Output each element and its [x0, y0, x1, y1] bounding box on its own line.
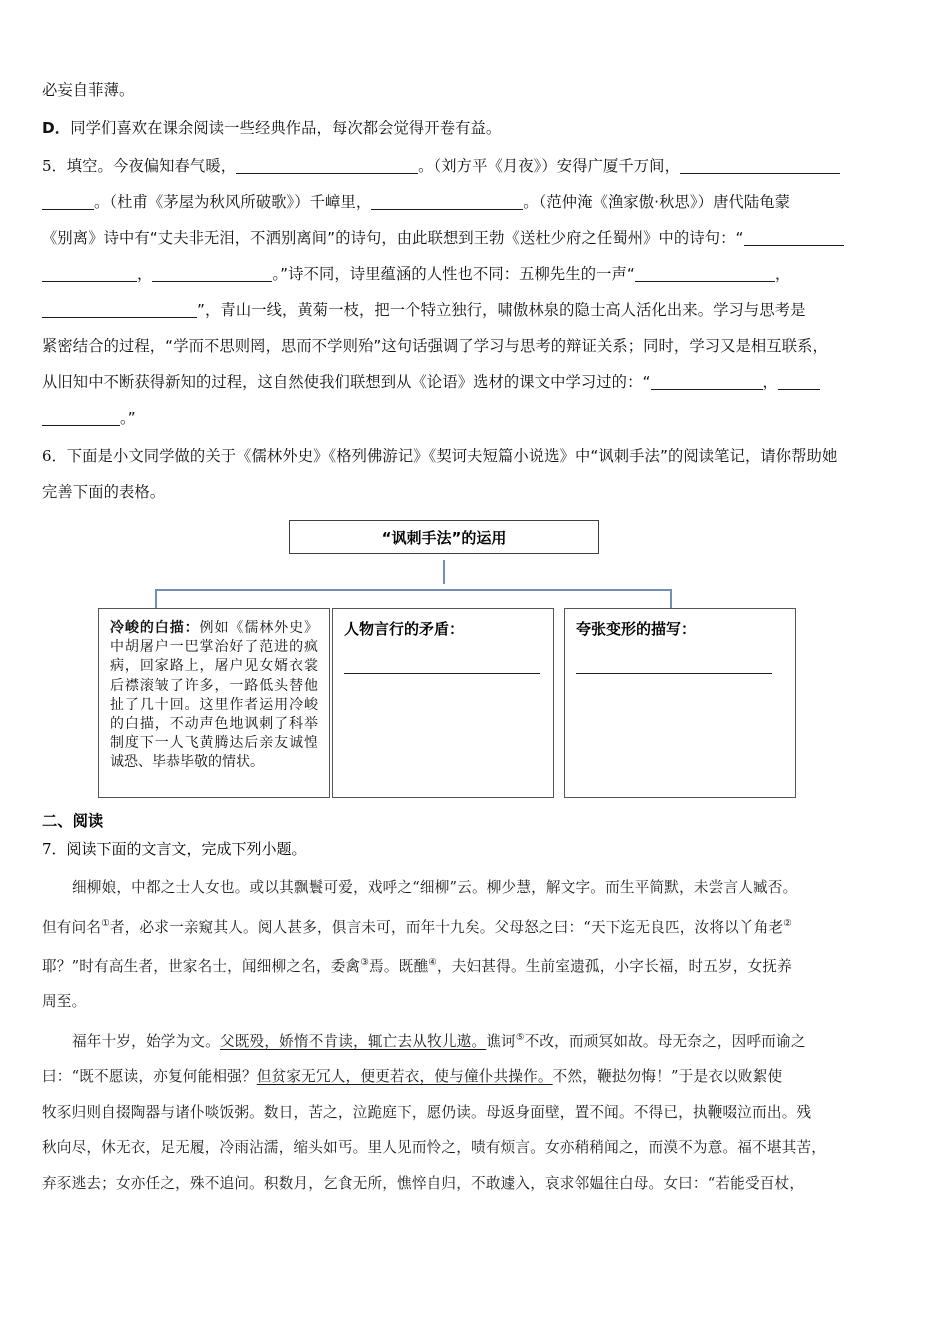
q5-seg-13: 。”	[120, 409, 136, 427]
passage-p2-line4: 秋向尽，休无衣，足无履，冷雨沾濡，缩头如丐。里人见而怜之，啧有烦言。女亦稍稍闻之，而漠不为意。福不堪其苦，	[42, 1139, 827, 1157]
passage-p1-l3a: 耶？”时有高生者，世家名士，闻细柳之名，委禽	[42, 957, 361, 975]
q5-line-7	[42, 364, 910, 400]
passage-p1-l2b: 者，必求一亲窥其人。阅人甚多，俱言未可，而年十九矣。父母怒之曰：“天下迄无良匹，汝将以丫角老	[109, 918, 784, 936]
q5-seg-6: ，	[137, 265, 153, 283]
q5-blank-2b[interactable]	[42, 196, 94, 210]
diagram-box1-lead: 冷峻的白描：	[110, 620, 200, 636]
q6-text-1: 下面是小文同学做的关于《儒林外史》《格列佛游记》《契诃夫短篇小说选》中“讽刺手法”的阅读笔记，请你帮助她	[66, 447, 838, 465]
diagram-box2-answer-line[interactable]	[344, 673, 540, 674]
diagram-box3-answer-line[interactable]	[576, 673, 772, 674]
diagram-box2-head: 人物言行的矛盾：	[344, 620, 465, 638]
section-heading-reading: 二、阅读	[42, 812, 104, 830]
q5-blank-2[interactable]	[680, 160, 840, 174]
footnote-marker-5: ⑤	[515, 1031, 525, 1043]
diagram-box1-text: 例如《儒林外史》中胡屠户一巴掌治好了范进的疯病，回家路上，屠户见女婿衣裳后襟滚皱了许多，一路低头替他扯了几十回。这里作者运用冷峻的白描，不动声色地讽刺了科举制度下一人飞黄腾达后亲友诚惶诚恐、毕恭毕敬的情状。	[110, 620, 319, 771]
diagram-box-word-deed-contradiction	[332, 608, 554, 798]
q5-seg-1: 填空。今夜偏知春气暖，	[66, 157, 237, 175]
footnote-marker-2: ②	[783, 917, 793, 929]
passage-p2-line5: 弃豕逃去；女亦任之，殊不追问。积数月，乞食无所，憔悴自归，不敢遽入，哀求邻媪往白母。女曰：“若能受百杖，	[42, 1174, 805, 1192]
footnote-marker-1: ①	[101, 917, 110, 929]
q5-line-6: 紧密结合的过程，“学而不思则罔，思而不学则殆”这句话强调了学习与思考的辩证关系；同时，学习又是相互联系，	[42, 337, 828, 355]
diagram-connector-drop-right	[670, 589, 672, 609]
option-d-line	[42, 110, 910, 146]
q5-seg-4: 。（范仲淹《渔家傲·秋思》）唐代陆龟蒙	[523, 193, 791, 211]
diagram-connector-bar	[155, 589, 672, 591]
passage-p2-l1a: 福年十岁，始学为文。	[72, 1032, 220, 1050]
q5-seg-3: 。（杜甫《茅屋为秋风所破歌》）千嶂里，	[94, 193, 372, 211]
q5-blank-9b[interactable]	[42, 412, 120, 426]
diagram-box-exaggerated-depiction	[564, 608, 796, 798]
carryover-line: 必妄自菲薄。	[42, 81, 135, 99]
q5-line-3	[42, 220, 910, 256]
q5-number: 5．	[42, 157, 67, 175]
q7-prompt-text: 阅读下面的文言文，完成下列小题。	[66, 840, 307, 858]
passage-underlined-sentence-1: 父既殁，娇惰不肯读，辄亡去从牧儿遨。	[219, 1032, 487, 1050]
q5-seg-5: 《别离》诗中有“丈夫非无泪，不洒别离间”的诗句，由此联想到王勃《送杜少府之任蜀州》中的诗句：“	[42, 229, 744, 247]
footnote-marker-3: ③	[360, 956, 370, 968]
diagram-box-cold-description	[98, 608, 330, 798]
passage-p1-line1: 细柳娘，中都之士人女也。或以其飘鬟可爱，戏呼之“细柳”云。柳少慧，解文字。而生平简默，未尝言人臧否。	[72, 879, 798, 896]
q5-blank-9[interactable]	[778, 376, 820, 390]
passage-p1-line3	[42, 945, 910, 984]
passage-p2-l2b: 不然，鞭挞勿悔！”于是衣以败絮使	[552, 1068, 783, 1086]
q6-line-2: 完善下面的表格。	[42, 483, 166, 501]
q6-line-1	[42, 438, 910, 474]
diagram-box3-head: 夸张变形的描写：	[576, 620, 697, 638]
q5-seg-11: 从旧知中不断获得新知的过程，这自然使我们联想到从《论语》选材的课文中学习过的：“	[42, 373, 651, 391]
q5-blank-1[interactable]	[236, 160, 418, 174]
q5-line-8	[42, 400, 910, 436]
passage-underlined-sentence-2: 但贫家无冗人，便更若衣，使与僮仆共操作。	[256, 1068, 553, 1086]
passage-p2-line2	[42, 1059, 910, 1095]
diagram-title-box	[289, 520, 599, 554]
diagram-box1-body	[110, 619, 318, 773]
passage-p2-l1c: 不改，而顽冥如故。母无奈之，因呼而谕之	[524, 1032, 806, 1050]
passage-p1-l3b: 焉。既醮	[369, 957, 429, 975]
q5-blank-3[interactable]	[371, 196, 523, 210]
passage-p1-l2a: 但有问名	[42, 918, 102, 936]
passage-p1-line2	[42, 906, 910, 945]
option-d-text: 同学们喜欢在课余阅读一些经典作品，每次都会觉得开卷有益。	[70, 119, 502, 137]
passage-p2-l2a: 曰：“既不愿读，亦复何能相强？	[42, 1068, 257, 1086]
q5-blank-5[interactable]	[152, 268, 272, 282]
diagram-connector-drop-left	[155, 589, 157, 609]
q5-blank-8[interactable]	[651, 376, 763, 390]
passage-p1-l3c: ，夫妇甚得。生前室遗孤，小字长福，时五岁，女抚养	[436, 957, 793, 975]
q5-seg-7: 。”诗不同，诗里蕴涵的人性也不同：五柳先生的一声“	[272, 265, 635, 283]
q5-blank-4[interactable]	[744, 232, 844, 246]
q5-line-4	[42, 256, 910, 292]
q7-number: 7．	[42, 840, 67, 858]
q5-seg-12: ，	[762, 373, 778, 391]
passage-p2-line1	[42, 1020, 910, 1059]
q5-line-1	[42, 148, 910, 184]
q5-seg-2: 。（刘方平《月夜》）安得广厦千万间，	[418, 157, 680, 175]
q5-line-2	[42, 184, 910, 220]
diagram-title-text: “讽刺手法”的运用	[381, 528, 507, 547]
q6-number: 6．	[42, 447, 67, 465]
passage-p1-line4: 周至。	[42, 993, 87, 1011]
q5-seg-8: ，	[774, 265, 791, 283]
footnote-marker-4: ④	[428, 956, 437, 968]
q7-prompt-line	[42, 834, 910, 864]
q5-blank-6[interactable]	[635, 268, 775, 282]
q5-line-5	[42, 292, 910, 328]
diagram-connector-stem	[443, 560, 445, 584]
q5-seg-9: ”，青山一线，黄菊一枝，把一个特立独行，啸傲林泉的隐士高人活化出来。学习与思考是	[197, 301, 806, 319]
q5-blank-4b[interactable]	[42, 268, 137, 282]
passage-p2-l1b: 谯诃	[486, 1032, 516, 1050]
passage-p2-line3: 牧豕归则自掇陶器与诸仆啖饭粥。数日，苦之，泣跪庭下，愿仍读。母返身面壁，置不闻。不得已，执鞭啜泣而出。残	[42, 1103, 812, 1121]
option-d-label: D．	[42, 119, 71, 137]
q5-blank-7[interactable]	[42, 304, 197, 318]
satire-technique-diagram	[42, 516, 910, 798]
